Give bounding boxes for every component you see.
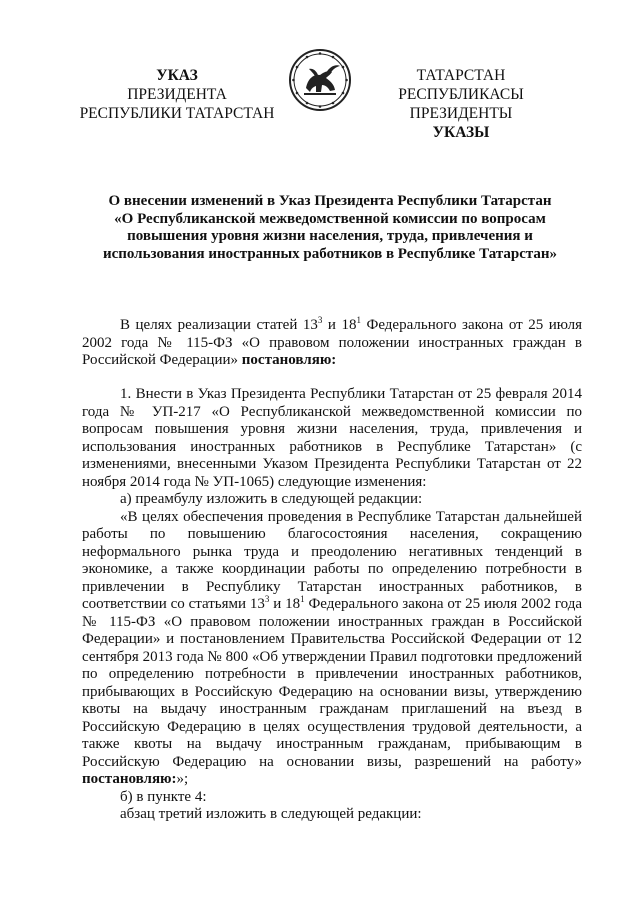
title-line1: О внесении изменений в Указ Президента Республики Татарстан: [108, 193, 552, 209]
title-line2: «О Республиканской межведомственной комиссии по вопросам: [114, 210, 546, 227]
item1-sub-a: а) преамбулу изложить в следующей редакции:: [120, 491, 423, 507]
title-line4: использования иностранных работников в Республике Татарстан»: [102, 245, 558, 262]
item1-intro: 1. Внести в Указ Президента Республики Татарстан от 25 февраля 2014 года № УП-217 «О Республиканской межведомственной комиссии по вопросам повышения уровня жизни населения, труда, привлечения и использования иностранных работников в Республике Татарстан» (с изменениями, внесенными Указом Президента Республики Татарстан от 22 ноября 2014 года № УП-1065) следующие изменения:: [82, 386, 582, 490]
preamble-paragraph: [82, 317, 582, 370]
preamble-sup2: 1: [356, 315, 361, 325]
header-right-line1: ТАТАРСТАН РЕСПУБЛИКАСЫ: [398, 67, 524, 103]
quote-sup1: 3: [264, 594, 270, 604]
header-left-line2: ПРЕЗИДЕНТА: [127, 86, 227, 103]
item-1: [82, 386, 582, 824]
item1-quote: [82, 509, 582, 789]
item1-sub-b: б) в пункте 4:: [120, 788, 207, 805]
quote-text2: и 18: [269, 596, 301, 612]
quote-end: »;: [176, 771, 189, 787]
quote-text1: «В целях обеспечения проведения в Республике Татарстан дальнейшей работы по повышению благосостояния населения, сокращению неформального рынка труда и преодолению негативных тенденций в экономике, а также координации работы по определению потребности в привлечении в Республику Татарстан иностранных работников, в соответствии со статьями 13: [82, 508, 582, 612]
quote-sup2: 1: [300, 594, 305, 604]
document-title: [70, 193, 590, 263]
header-left-line3: РЕСПУБЛИКИ ТАТАРСТАН: [79, 105, 275, 122]
header-right-line2: ПРЕЗИДЕНТЫ: [409, 105, 513, 122]
item1-sub-b-paragraph: абзац третий изложить в следующей редакции:: [120, 806, 422, 822]
preamble-text3: Федерального закона от 25 июля 2002 года № 115-ФЗ «О правовом положении иностранных граждан в Российской Федерации»: [82, 317, 583, 368]
preamble-sup1: 3: [317, 315, 323, 325]
preamble-decree-word: постановляю:: [241, 352, 337, 368]
quote-decree-word: постановляю:: [82, 771, 177, 787]
header-left-line1: УКАЗ: [156, 67, 198, 84]
title-line3: повышения уровня жизни населения, труда, привлечения и: [127, 228, 533, 244]
preamble-text1: В целях реализации статей 13: [120, 317, 318, 333]
preamble-text2: и 18: [322, 317, 357, 333]
header-left-block: [78, 66, 276, 123]
tatarstan-coat-of-arms-icon: [288, 48, 352, 112]
quote-text3: Федерального закона от 25 июля 2002 года № 115-ФЗ «О правовом положении иностранных граждан в Российской Федерации» и постановлением Правительства Российской Федерации от 12 сентября 2013 года № 800 «Об утверждении Правил подготовки предложений по определению потребности в привлечении иностранных работников, прибывающих в Российскую Федерацию на основании визы, утверждению квоты на выдачу иностранным гражданам приглашений на въезд в Российскую Федерацию в целях осуществления трудовой деятельности, а также квоты на выдачу иностранным гражданам, прибывающим в Российскую Федерацию на основании визы, разрешений на работу»: [82, 596, 582, 770]
preamble: [82, 317, 582, 370]
header-right-block: [360, 66, 562, 142]
header-right-line3: УКАЗЫ: [432, 124, 490, 141]
